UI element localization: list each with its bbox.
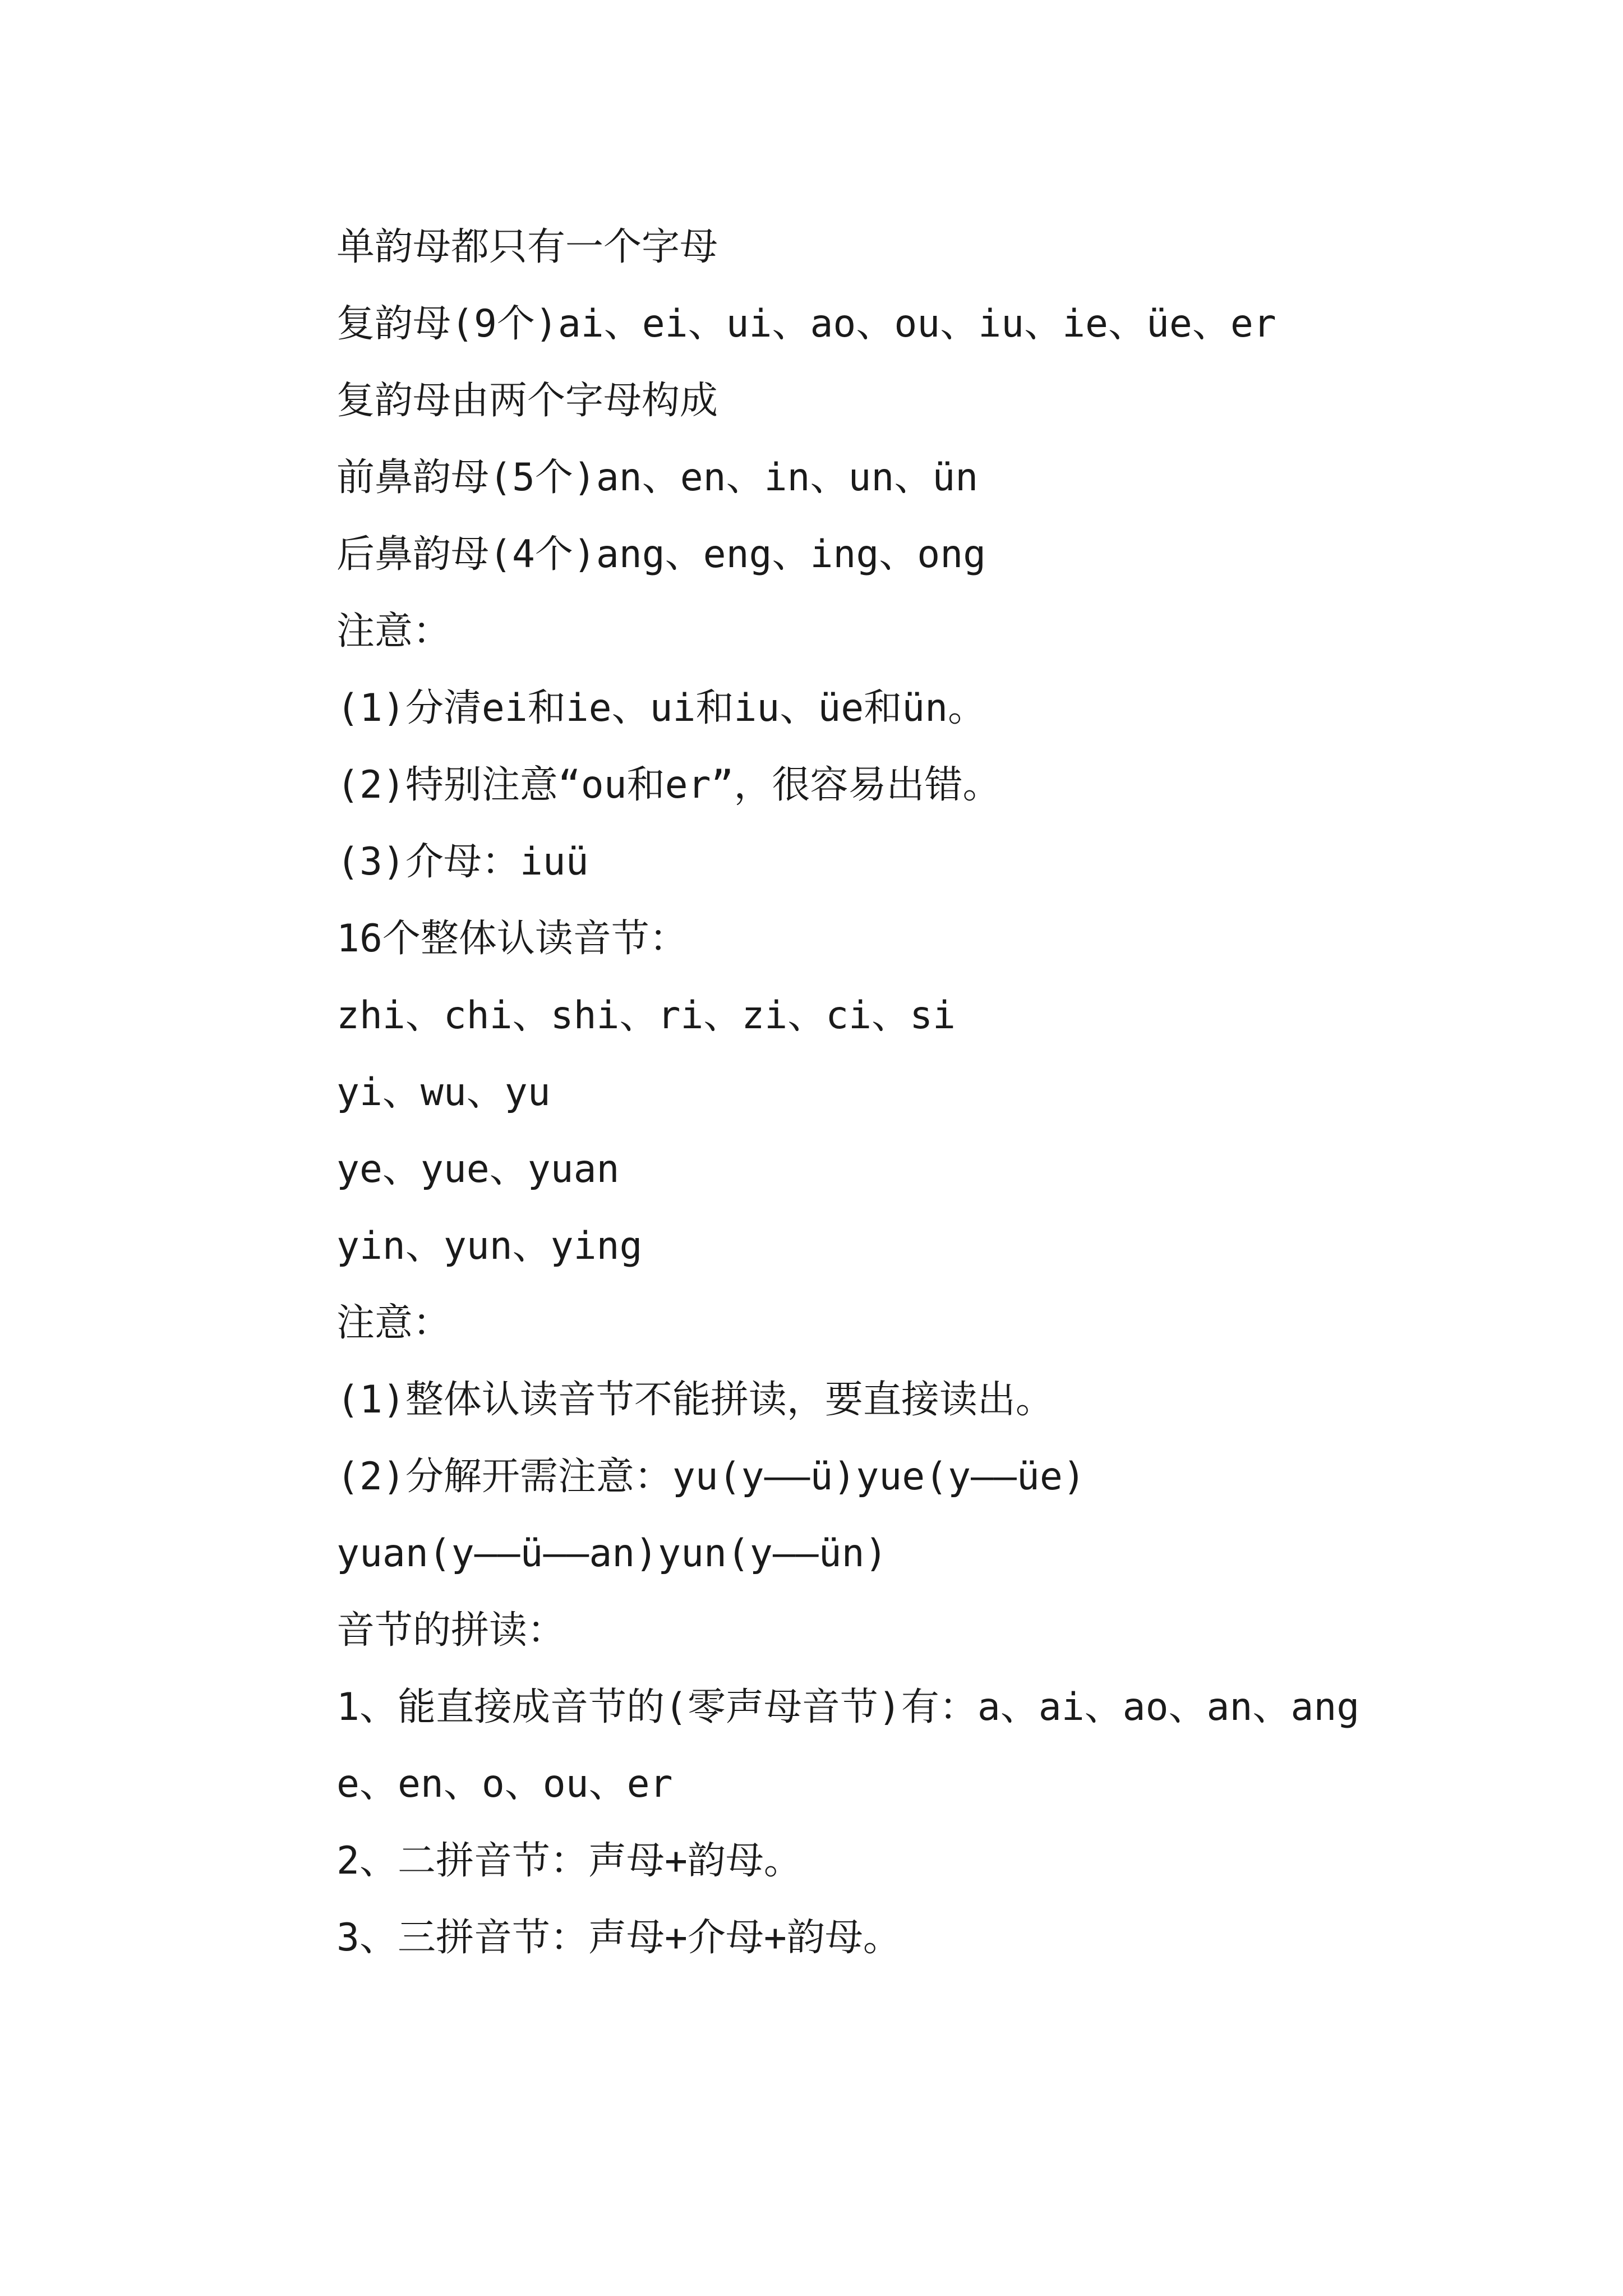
- text-line: e、en、o、ou、er: [336, 1762, 673, 1806]
- text-line: 音节的拼读：: [336, 1608, 566, 1653]
- text-line: yin、yun、ying: [336, 1224, 643, 1268]
- text-line: (3)介母：iuü: [336, 840, 589, 884]
- text-line: 2、二拼音节：声母+韵母。: [336, 1839, 802, 1883]
- text-line: 1、能直接成音节的(零声母音节)有：a、ai、ao、an、ang: [336, 1685, 1360, 1729]
- text-line: (2)特别注意“ou和er”，很容易出错。: [336, 763, 1001, 807]
- text-line: 复韵母(9个)ai、ei、ui、ao、ou、iu、ie、üe、er: [336, 302, 1276, 346]
- text-line: 注意：: [336, 609, 451, 654]
- text-line: 3、三拼音节：声母+介母+韵母。: [336, 1916, 901, 1960]
- text-line: 复韵母由两个字母构成: [336, 379, 718, 423]
- document-body: [247, 209, 1413, 1976]
- text-line: 前鼻韵母(5个)an、en、in、un、ün: [336, 455, 979, 500]
- text-line: zhi、chi、shi、ri、zi、ci、si: [336, 993, 956, 1038]
- text-line: ye、yue、yuan: [336, 1147, 620, 1191]
- text-line: 单韵母都只有一个字母: [336, 225, 718, 269]
- text-line: yi、wu、yu: [336, 1070, 551, 1115]
- text-line: (2)分解开需注意：yu(y——ü)yue(y——üe): [336, 1455, 1086, 1499]
- text-line: 后鼻韵母(4个)ang、eng、ing、ong: [336, 532, 986, 577]
- text-line: 16个整体认读音节：: [336, 917, 688, 961]
- text-line: 注意：: [336, 1301, 451, 1345]
- text-line: (1)分清ei和ie、ui和iu、üe和ün。: [336, 686, 986, 730]
- text-line: yuan(y——ü——an)yun(y——ün): [336, 1531, 888, 1576]
- text-line: (1)整体认读音节不能拼读，要直接读出。: [336, 1378, 1054, 1422]
